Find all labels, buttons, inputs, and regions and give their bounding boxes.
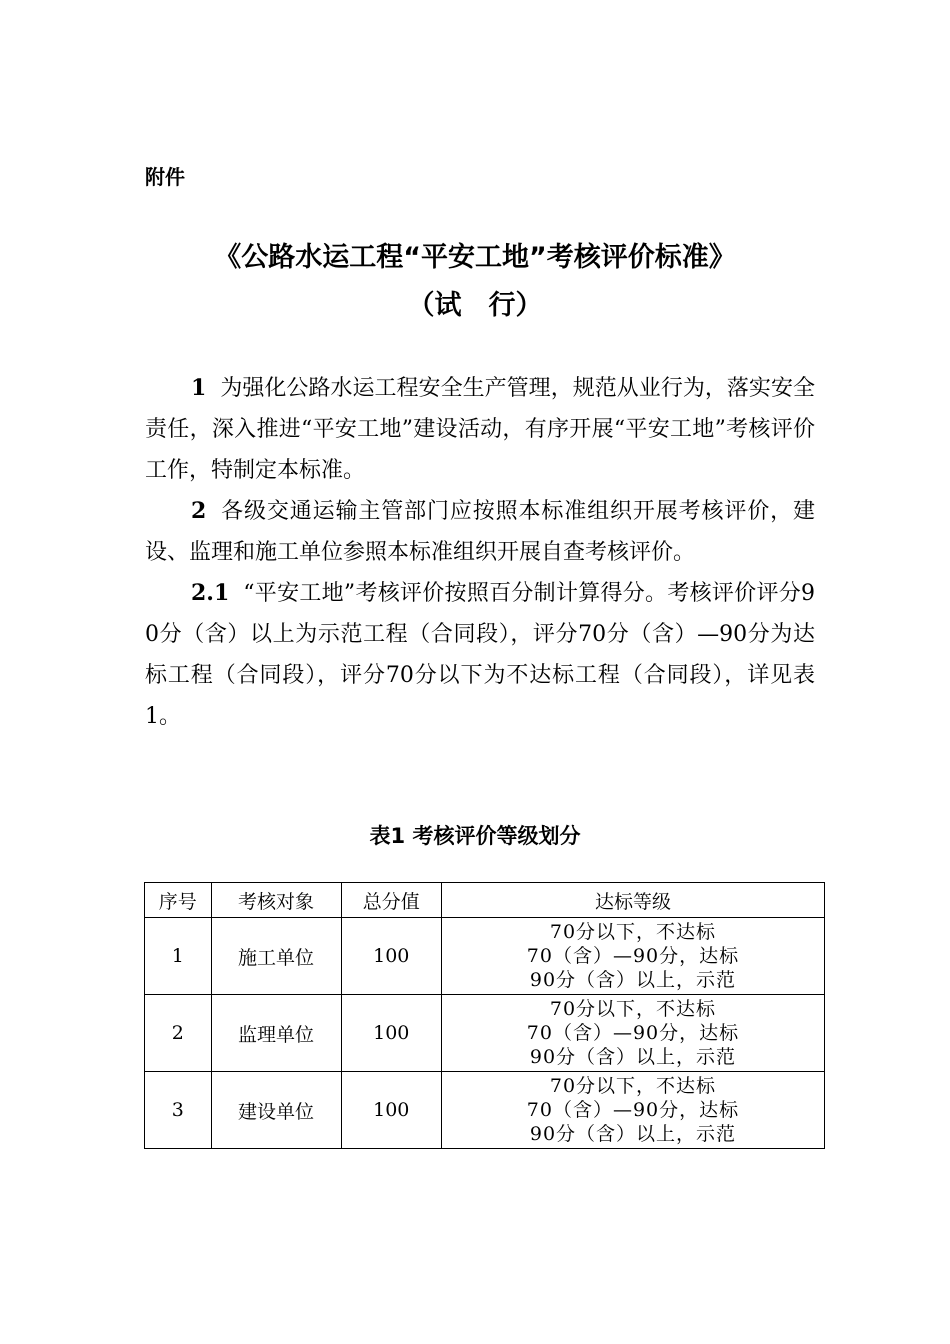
level-line: 70分以下，不达标 (549, 1075, 717, 1097)
attachment-label: 附件 (145, 165, 185, 189)
cell-object: 施工单位 (211, 918, 341, 995)
cell-level (441, 1072, 824, 1149)
paragraph-text: “平安工地”考核评价按照百分制计算得分。考核评价评分90分（含）以上为示范工程（合同段），评分70分（含）—90分为达标工程（合同段），评分70分以下为不达标工程（合同段），详见表1。 (145, 581, 815, 729)
cell-score: 100 (341, 1072, 441, 1149)
body-text (145, 368, 815, 737)
paragraph-2-1 (145, 573, 815, 737)
level-line: 70分以下，不达标 (549, 998, 717, 1020)
cell-level (441, 918, 824, 995)
table-caption: 表1 考核评价等级划分 (369, 824, 581, 848)
level-line: 70分以下，不达标 (549, 921, 717, 943)
table-row (145, 1072, 825, 1149)
paragraph-number: 2.1 (191, 580, 230, 606)
cell-level (441, 995, 824, 1072)
header-level: 达标等级 (441, 883, 824, 918)
paragraph-2 (145, 491, 815, 573)
table-row (145, 995, 825, 1072)
cell-score: 100 (341, 995, 441, 1072)
paragraph-1 (145, 368, 815, 491)
header-score: 总分值 (341, 883, 441, 918)
document-title: 《公路水运工程“平安工地”考核评价标准》 (214, 242, 736, 273)
level-line: 90分（含）以上，示范 (529, 969, 737, 991)
table-header-row (145, 883, 825, 918)
header-object: 考核对象 (211, 883, 341, 918)
level-line: 70（含）—90分，达标 (526, 945, 740, 967)
level-line: 90分（含）以上，示范 (529, 1046, 737, 1068)
cell-seq: 2 (145, 995, 212, 1072)
cell-seq: 3 (145, 1072, 212, 1149)
level-line: 70（含）—90分，达标 (526, 1099, 740, 1121)
document-subtitle: （试 行） (407, 290, 543, 321)
cell-score: 100 (341, 918, 441, 995)
paragraph-number: 1 (191, 375, 207, 401)
grade-table (144, 882, 825, 1149)
paragraph-text: 为强化公路水运工程安全生产管理，规范从业行为，落实安全责任，深入推进“平安工地”建设活动，有序开展“平安工地”考核评价工作，特制定本标准。 (145, 376, 815, 483)
cell-object: 监理单位 (211, 995, 341, 1072)
paragraph-number: 2 (191, 498, 207, 524)
cell-object: 建设单位 (211, 1072, 341, 1149)
paragraph-text: 各级交通运输主管部门应按照本标准组织开展考核评价，建设、监理和施工单位参照本标准组织开展自查考核评价。 (145, 499, 815, 565)
header-seq: 序号 (145, 883, 212, 918)
cell-seq: 1 (145, 918, 212, 995)
table-row (145, 918, 825, 995)
level-line: 70（含）—90分，达标 (526, 1022, 740, 1044)
level-line: 90分（含）以上，示范 (529, 1123, 737, 1145)
